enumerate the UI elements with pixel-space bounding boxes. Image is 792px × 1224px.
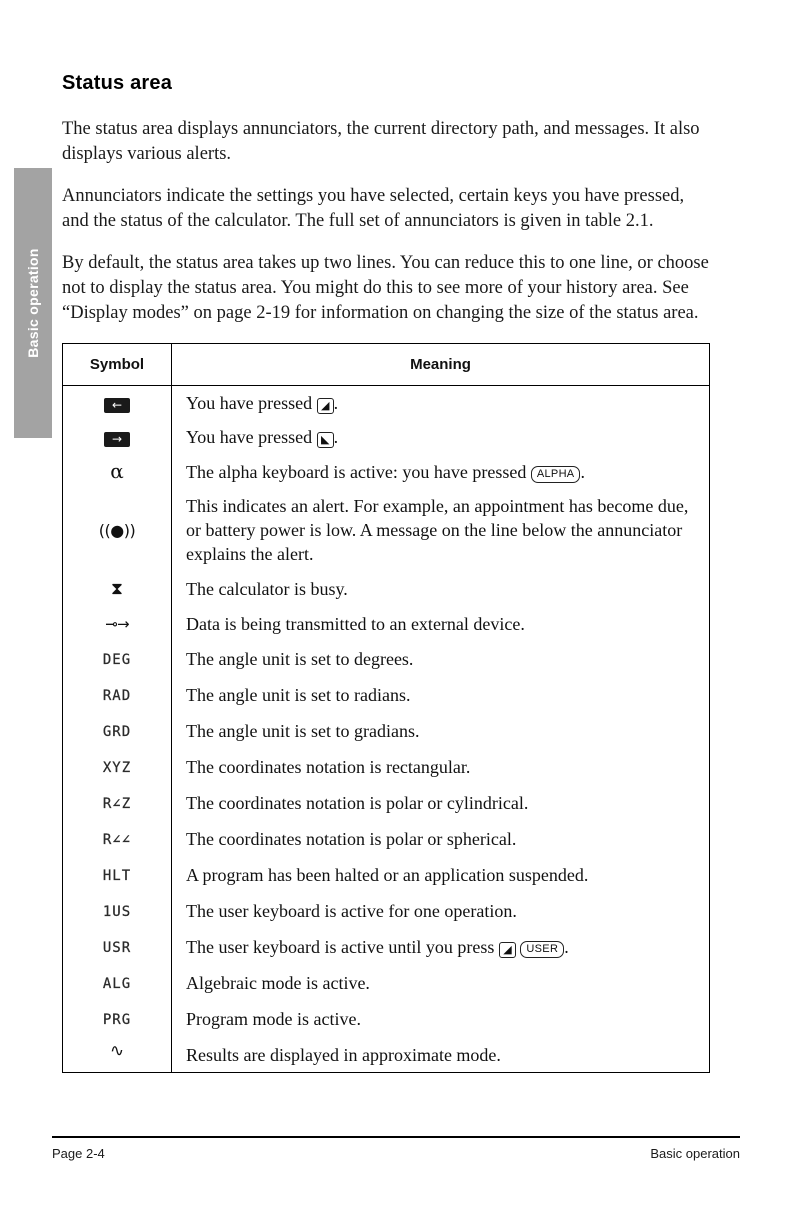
lcd-text	[63, 1001, 172, 1037]
symbol-glyph: ALG	[102, 976, 132, 992]
symbol-glyph: R∠Z	[102, 796, 132, 812]
table-header-row	[63, 344, 710, 386]
table-row	[63, 929, 710, 965]
footer-chapter: Basic operation	[650, 1146, 740, 1161]
meaning-text: The calculator is busy.	[186, 578, 348, 599]
meaning-text: A program has been halted or an application suspended.	[186, 865, 589, 885]
symbol-glyph: α	[110, 459, 124, 483]
table-row	[63, 606, 710, 641]
page-content	[62, 72, 710, 1073]
meaning-text: The alpha keyboard is active: you have pressed	[186, 461, 531, 482]
meaning-cell	[172, 785, 710, 821]
key-label-icon: USER	[520, 941, 564, 958]
meaning-cell	[172, 965, 710, 1001]
meaning-text: The user keyboard is active until you press	[186, 937, 499, 957]
table-row	[63, 821, 710, 857]
meaning-cell	[172, 386, 710, 421]
paragraph-1: The status area displays annunciators, the current directory path, and messages. It also displays various alerts.	[62, 119, 700, 164]
approx-icon	[63, 1037, 172, 1073]
column-header-meaning: Meaning	[172, 344, 710, 386]
table-row	[63, 749, 710, 785]
meaning-text: The coordinates notation is rectangular.	[186, 757, 471, 777]
symbol-glyph: DEG	[102, 652, 132, 668]
left-shift-key-icon: ◢	[499, 942, 516, 958]
key-label-icon: ◣	[317, 432, 334, 448]
symbol-glyph: 1US	[102, 904, 132, 920]
symbol-glyph: ((●))	[98, 520, 136, 540]
lcd-text	[63, 785, 172, 821]
symbol-glyph: HLT	[102, 868, 132, 884]
lcd-text	[63, 893, 172, 929]
table-row	[63, 965, 710, 1001]
meaning-text: Results are displayed in approximate mode.	[186, 1044, 501, 1065]
meaning-text-end: .	[564, 937, 569, 957]
meaning-cell	[172, 1037, 710, 1073]
table-row	[63, 386, 710, 421]
table-row	[63, 1037, 710, 1073]
meaning-cell	[172, 893, 710, 929]
symbol-glyph: ⧗	[111, 579, 123, 599]
meaning-text: The user keyboard is active for one operation.	[186, 901, 517, 921]
busy-hourglass-icon	[63, 571, 172, 606]
meaning-text: Algebraic mode is active.	[186, 973, 370, 993]
meaning-cell	[172, 1001, 710, 1037]
symbol-glyph: PRG	[102, 1012, 132, 1028]
table-row	[63, 893, 710, 929]
lcd-text	[63, 929, 172, 965]
symbol-glyph: →	[104, 432, 130, 447]
table-body	[63, 386, 710, 1073]
meaning-cell	[172, 821, 710, 857]
table-row	[63, 857, 710, 893]
table-row	[63, 677, 710, 713]
lcd-text	[63, 713, 172, 749]
chapter-side-tab	[14, 168, 52, 438]
transmit-icon	[63, 606, 172, 641]
meaning-text: The coordinates notation is polar or cylindrical.	[186, 793, 529, 813]
symbol-glyph: RAD	[102, 688, 132, 704]
paragraph-2: Annunciators indicate the settings you have selected, certain keys you have pressed, and the status of the calculator. The full set of annunciators is given in table 2.1.	[62, 186, 685, 231]
meaning-cell	[172, 420, 710, 454]
meaning-text: You have pressed	[186, 393, 317, 413]
meaning-text: The angle unit is set to radians.	[186, 685, 411, 705]
table-row	[63, 1001, 710, 1037]
column-header-symbol: Symbol	[63, 344, 172, 386]
meaning-cell	[172, 929, 710, 965]
meaning-text: This indicates an alert. For example, an appointment has become due, or battery power is low. A message on the line below the annunciator explains the alert.	[186, 496, 689, 564]
meaning-cell	[172, 857, 710, 893]
meaning-cell	[172, 454, 710, 489]
meaning-text: The angle unit is set to degrees.	[186, 649, 414, 669]
right-shift-icon	[63, 420, 172, 454]
meaning-cell	[172, 749, 710, 785]
lcd-text	[63, 749, 172, 785]
meaning-cell	[172, 713, 710, 749]
lcd-text	[63, 965, 172, 1001]
lcd-text	[63, 641, 172, 677]
symbol-glyph: GRD	[102, 724, 132, 740]
table-row	[63, 571, 710, 606]
meaning-text: You have pressed	[186, 427, 317, 447]
meaning-cell	[172, 606, 710, 641]
meaning-cell	[172, 677, 710, 713]
key-label-icon: ◢	[317, 398, 334, 414]
chapter-side-tab-label: Basic operation	[25, 248, 41, 358]
alert-icon	[63, 489, 172, 571]
meaning-text: Program mode is active.	[186, 1009, 361, 1029]
table-row	[63, 420, 710, 454]
footer-page-number: Page 2-4	[52, 1146, 105, 1161]
table-row	[63, 785, 710, 821]
lcd-text	[63, 821, 172, 857]
footer-divider	[52, 1136, 740, 1138]
left-shift-icon	[63, 386, 172, 421]
meaning-cell	[172, 489, 710, 571]
page-footer	[52, 1146, 740, 1161]
meaning-text: The coordinates notation is polar or spherical.	[186, 829, 517, 849]
meaning-text: The angle unit is set to gradians.	[186, 721, 420, 741]
paragraph-3: By default, the status area takes up two lines. You can reduce this to one line, or choose not to display the status area. You might do this to see more of your history area. See “Display modes” on page 2-19 for information on changing the size of the status area.	[62, 253, 709, 323]
table-row	[63, 641, 710, 677]
symbol-glyph: ←	[104, 398, 130, 413]
meaning-text-end: .	[333, 393, 339, 413]
key-label-icon: ALPHA	[531, 466, 581, 483]
meaning-cell	[172, 641, 710, 677]
meaning-text-end: .	[580, 461, 585, 482]
table-row	[63, 713, 710, 749]
symbol-glyph: XYZ	[102, 760, 132, 776]
alpha-icon	[63, 454, 172, 489]
table-row	[63, 454, 710, 489]
symbol-glyph: R∠∠	[102, 832, 132, 848]
annunciators-table	[62, 343, 710, 1073]
symbol-glyph: ⊸→	[105, 615, 129, 633]
symbol-glyph: ∿	[109, 1041, 125, 1061]
table-row	[63, 489, 710, 571]
meaning-cell	[172, 571, 710, 606]
lcd-text	[63, 677, 172, 713]
meaning-text-end: .	[333, 427, 339, 447]
page-title: Status area	[62, 72, 173, 94]
symbol-glyph: USR	[102, 940, 132, 956]
lcd-text	[63, 857, 172, 893]
meaning-text: Data is being transmitted to an external device.	[186, 613, 525, 634]
